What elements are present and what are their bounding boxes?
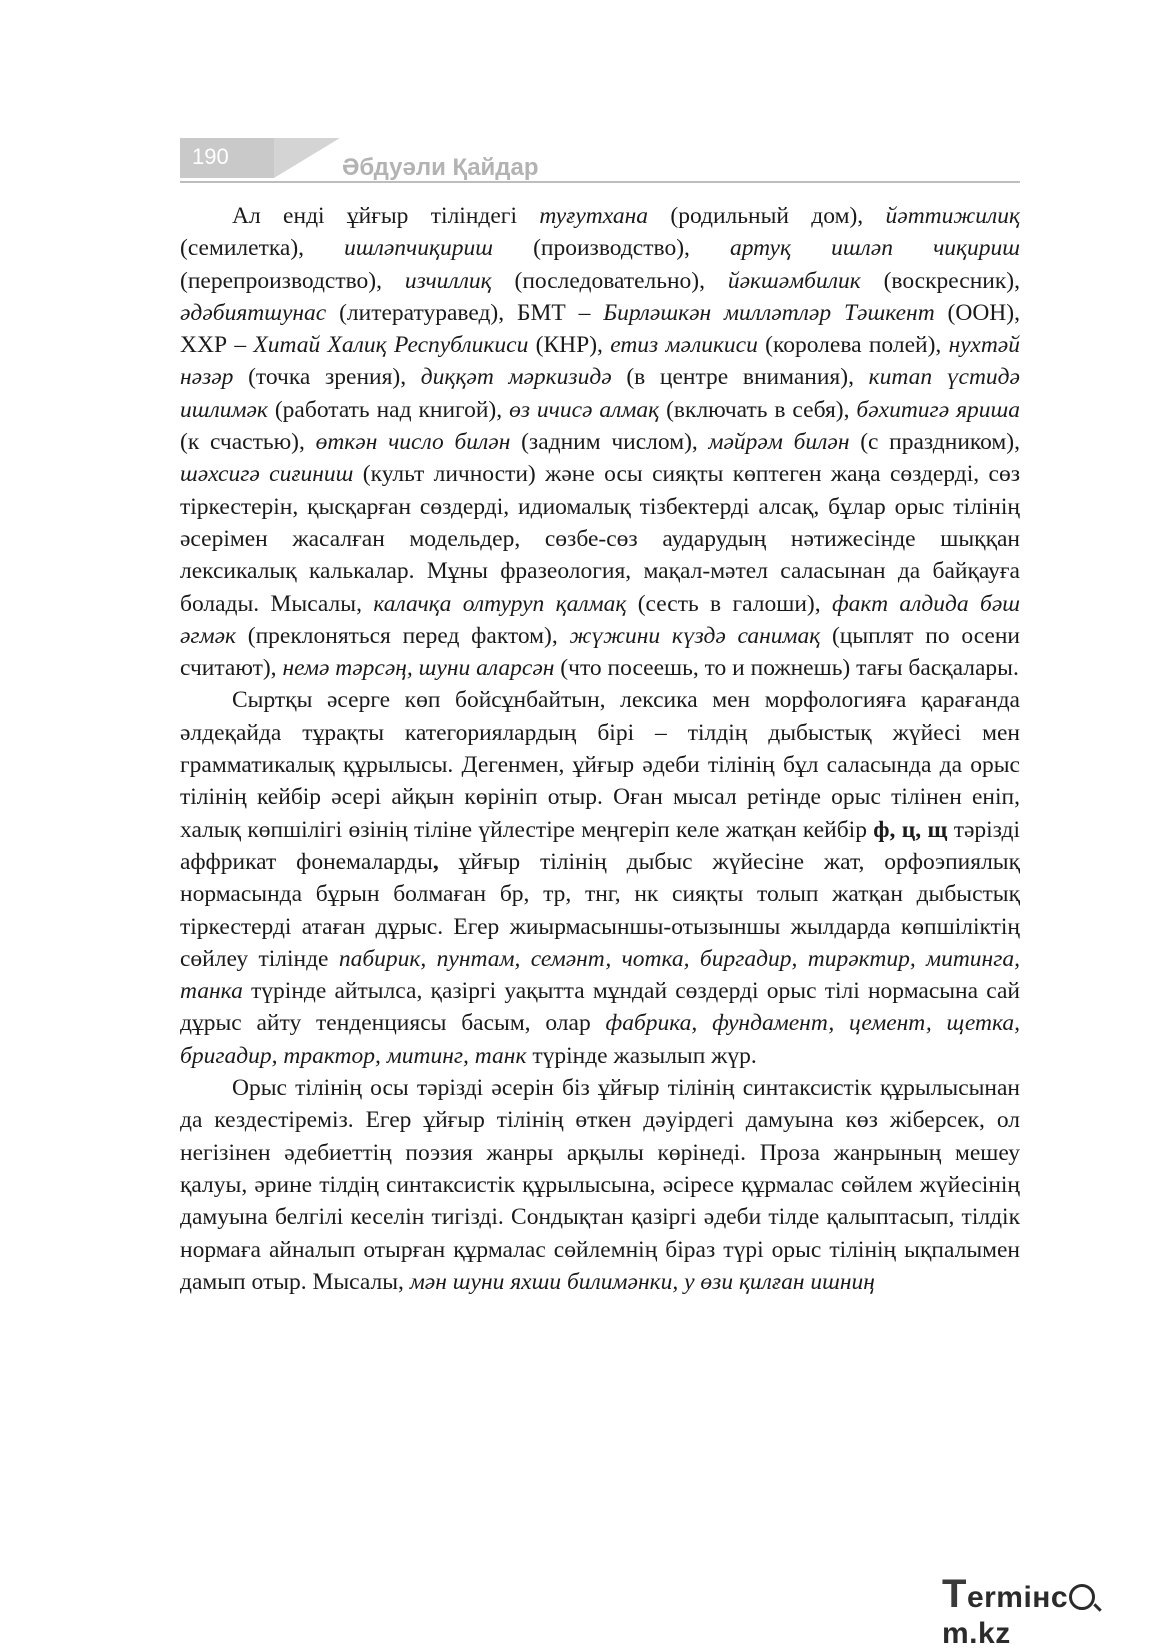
text-run: (перепроизводство), xyxy=(180,267,405,294)
text-run: (КНР), xyxy=(528,332,611,359)
text-run: (включать в себя), xyxy=(659,396,857,423)
text-run: Сыртқы әсерге көп бойсұнбайтын, лексика мен морфологияға қарағанда әлдеқайда тұрақты категориялардың бірі – тілдің дыбыстық жүйесі мен грамматикалық құрылысы. Дегенмен, ұйғыр әдеби тілінің бұл саласында да орыс тілінің кейбір әсері айқын көрініп отыр. Оған мысал ретінде орыс тілінен еніп, халық көпшілігі өзінің тіліне үйлестіре меңгеріп келе жатқан кейбір xyxy=(180,687,1020,843)
text-run: (семилетка), xyxy=(180,235,345,262)
italic-term: йәттижилиқ xyxy=(885,203,1020,229)
page-number: 190 xyxy=(192,144,229,169)
logo-text-1: ermінc xyxy=(966,1581,1069,1614)
italic-term: етиз мәликиси xyxy=(610,332,758,359)
page-header xyxy=(180,138,1020,188)
text-run: (с праздником), xyxy=(849,429,1020,456)
body-text xyxy=(180,200,1020,1298)
italic-term: өз ичисә алмақ xyxy=(509,396,660,423)
italic-term: китап үстидә ишлимәк xyxy=(180,364,1020,423)
italic-term: шәхсигә сиғиниш xyxy=(180,461,354,488)
text-run: (воскресник), xyxy=(860,267,1020,294)
italic-term: фабрика, фундамент, цемент, щетка, бригадир, трактор, митинг, танк xyxy=(180,1010,1020,1069)
italic-term: мәйрәм билән xyxy=(708,429,850,456)
text-run: (преклоняться перед фактом), xyxy=(236,622,570,649)
text-run: (сесть в галоши), xyxy=(626,590,832,617)
text-run: (ООН), ХХР – xyxy=(180,299,1020,359)
text-run: Орыс тілінің осы тәрізді әсерін біз ұйғыр тілінің синтаксистік құрылысынан да кездестіреміз. Егер ұйғыр тілінің өткен дәуірдегі дамуына көз жіберсек, ол негізінен әдебиеттің поэзия жанры арқылы көрінеді. Проза жанрының мешеу қалуы, әрине тілдің синтаксистік құрылысына, әсіресе құрмалас сөйлем жүйесінің дамуына белгілі кеселін тигізді. Сондықтан қазіргі әдеби тілде қалыптасып, тілдік нормаға айналып отырған құрмалас сөйлемнің біраз түрі орыс тілінің ықпалымен дамып отыр. Мысалы, xyxy=(180,1075,1020,1295)
page-tab-slant xyxy=(274,138,340,178)
header-rule xyxy=(180,181,1020,183)
terminkom-logo xyxy=(942,1572,1158,1651)
text-run: ұйғыр тілінің дыбыс жүйесіне жат, орфоэпиялық нормасында бұрын болмаған бр, тр, тнг, нк сияқты толып жатқан дыбыстық тіркестерді атаған дұрыс. Егер жиырмасыншы-отызыншы жылдарда көпшіліктің сөйлеу тілінде xyxy=(180,848,1020,972)
italic-term: өткән число билән xyxy=(315,429,511,456)
italic-term: мән шуни яхши билимәнки, у өзи қилған ишниң xyxy=(409,1268,875,1295)
text-run: (задним числом), xyxy=(510,429,709,456)
italic-term: бәхитигә яриша xyxy=(856,396,1021,423)
italic-term: нухтәй нәзәр xyxy=(180,332,1020,391)
italic-term: йәкшәмбилик xyxy=(727,267,861,294)
italic-term: жүжини күздә санимақ xyxy=(569,622,821,649)
italic-term: ишләпчиқириш xyxy=(344,235,493,262)
text-run: (к счастью), xyxy=(180,429,316,456)
text-run: түрінде айтылса, қазіргі уақытта мұндай сөздерді орыс тілі нормасына сай дұрыс айту тенденциясы басым, олар xyxy=(180,978,1020,1037)
bold-term: , xyxy=(432,848,439,875)
italic-term: изчиллиқ xyxy=(404,267,492,294)
magnifier-icon xyxy=(1069,1584,1095,1610)
logo-letter-t: T xyxy=(942,1572,967,1616)
text-run: (точка зрения), xyxy=(233,364,421,391)
italic-term: факт алдида бәш әгмәк xyxy=(180,590,1020,649)
italic-term: туғутхана xyxy=(539,203,649,229)
italic-term: диққәт мәркизидә xyxy=(420,364,612,391)
text-run: (родильный дом), xyxy=(648,203,886,229)
text-run: (работать над книгой), xyxy=(267,396,510,423)
bold-term: ф, ц, щ xyxy=(873,816,948,843)
text-run: түрінде жазылып жүр. xyxy=(526,1042,757,1069)
text-run: (последовательно), xyxy=(491,267,728,294)
text-run: тәрізді аффрикат фонемаларды xyxy=(180,816,1021,875)
italic-term: пабирик, пунтам, семәнт, чотка, биргадир, тирәктир, митинга, танка xyxy=(180,945,1020,1005)
text-run: (королева полей), xyxy=(757,332,949,359)
italic-term: калачқа олтуруп қалмақ xyxy=(373,590,627,617)
italic-term: Бирләшкән милләтләр Тәшкент xyxy=(603,299,935,326)
page-number-tab xyxy=(180,138,274,178)
italic-term: әдәбиятшунас xyxy=(180,299,327,326)
text-run: (производство), xyxy=(493,235,730,262)
italic-term: немә тәрсәң, шуни аларсән xyxy=(282,655,555,682)
text-run: (в центре внимания), xyxy=(611,364,869,391)
text-run: Ал енді ұйғыр тіліндегі xyxy=(232,203,540,229)
text-run: (цыплят по осени считают), xyxy=(180,622,1020,682)
italic-term: Хитай Халиқ Республикиси xyxy=(253,332,529,359)
text-run: (культ личности) және осы сияқты көптеген жаңа сөздерді, сөз тіркестерін, қысқарған сөздерді, идиомалық тізбектерді алсақ, бұлар орыс тілінің әсерімен жасалған модельдер, сөзбе-сөз аударудың нәтижесінде шыққан лексикалық калькалар. Мұны фразеология, мақал-мәтел саласынан да байқауға болады. Мысалы, xyxy=(180,461,1020,617)
text-run: (что посеешь, то и пожнешь) тағы басқалары. xyxy=(554,655,1019,682)
running-title: Әбдуәли Қайдар xyxy=(342,154,539,181)
logo-text-2: m.kz xyxy=(942,1617,1011,1650)
paragraph-2 xyxy=(180,684,1020,1072)
italic-term: артуқ ишләп чиқириш xyxy=(729,235,1021,262)
paragraph-3 xyxy=(180,1072,1020,1298)
text-run: (литературавед), БМТ – xyxy=(326,299,604,326)
paragraph-1 xyxy=(180,200,1020,684)
